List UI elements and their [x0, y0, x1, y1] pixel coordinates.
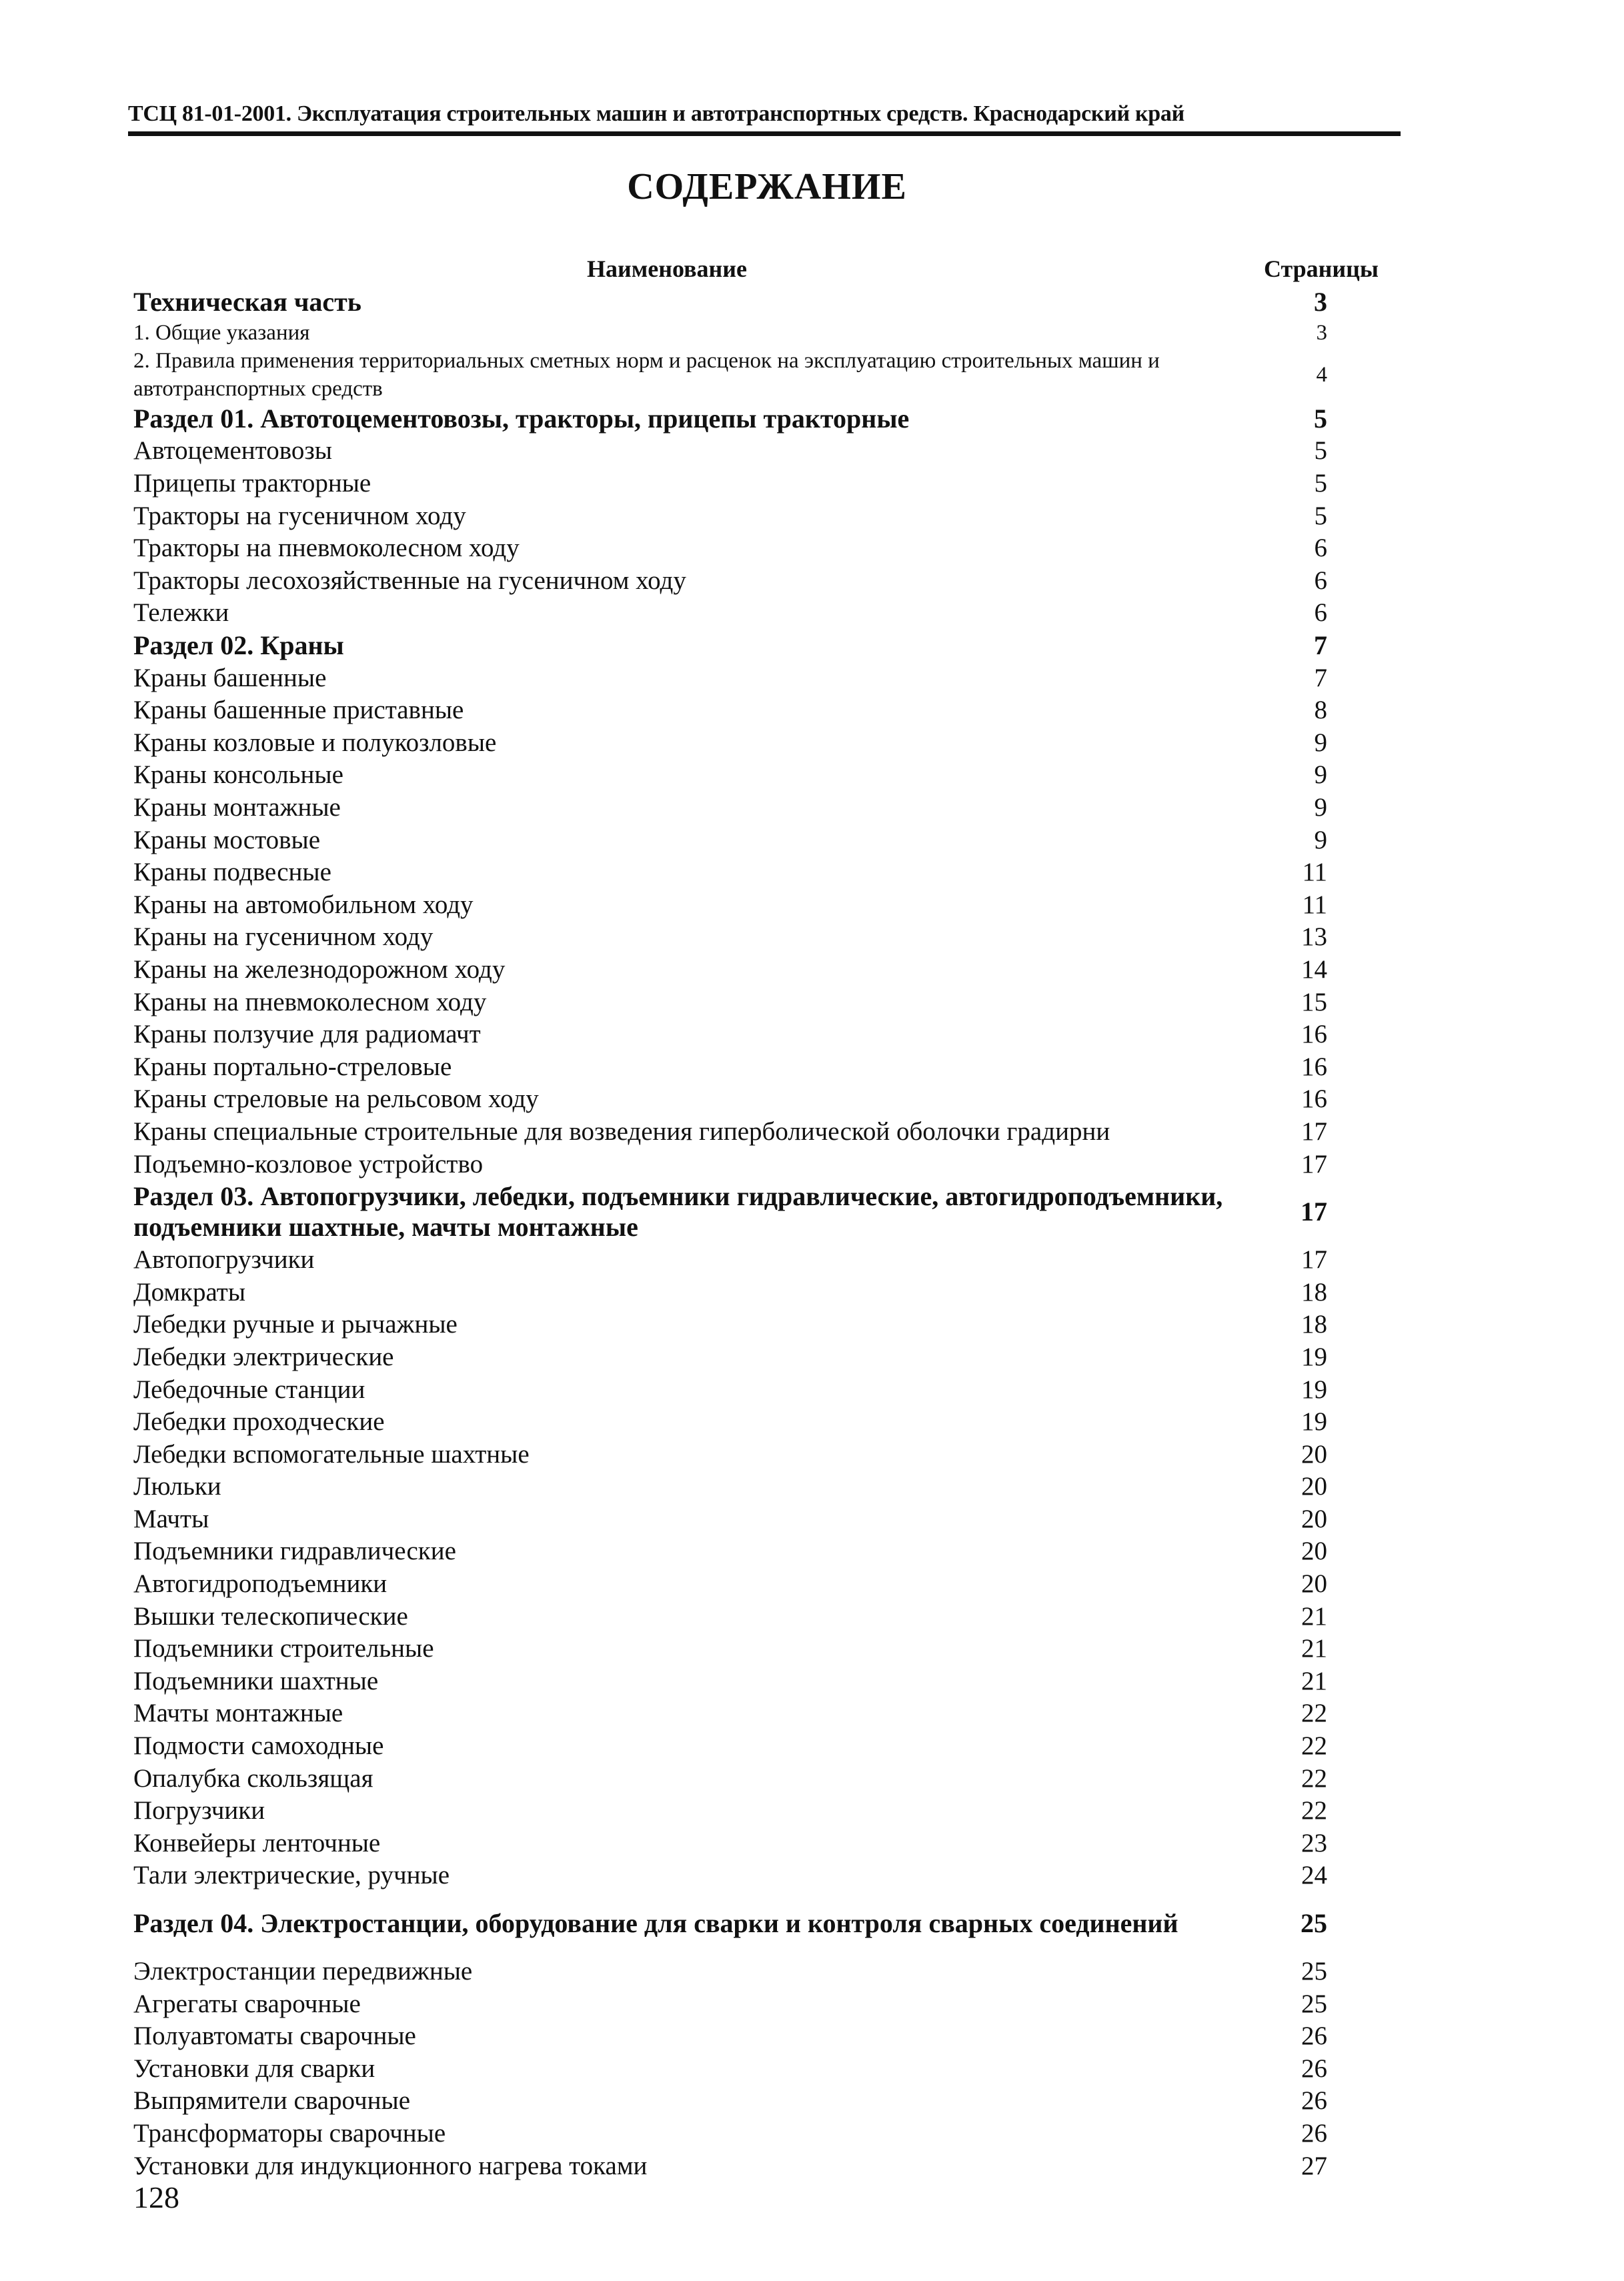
toc-entry[interactable] — [133, 1438, 1327, 1471]
toc-entry-title: Тракторы на гусеничном ходу — [133, 501, 466, 530]
toc-entry-page: 5 — [1314, 436, 1327, 466]
toc-entry-page: 4 — [1316, 362, 1327, 387]
toc-entry-section[interactable] — [133, 403, 1327, 436]
toc-entry-title: Техническая часть — [133, 287, 361, 317]
toc-entry[interactable] — [133, 1762, 1327, 1795]
toc-entry-page: 25 — [1301, 1908, 1327, 1939]
toc-entry-title: Лебедки проходческие — [133, 1407, 385, 1437]
toc-entry[interactable] — [133, 1050, 1327, 1083]
toc-entry[interactable] — [133, 435, 1327, 468]
toc-entry[interactable] — [133, 792, 1327, 824]
toc-entry-page: 21 — [1301, 1601, 1327, 1631]
toc-entry-page: 6 — [1314, 566, 1327, 595]
toc-entry-title: Опалубка скользящая — [133, 1763, 373, 1793]
toc-entry[interactable] — [133, 1018, 1327, 1051]
toc-entry[interactable] — [133, 856, 1327, 889]
toc-entry-title: Лебедки ручные и рычажные — [133, 1310, 458, 1339]
toc-entry-title: Подъемно-козловое устройство — [133, 1149, 484, 1179]
toc-entry[interactable] — [133, 1600, 1327, 1633]
toc-entry-title: Краны стреловые на рельсовом ходу — [133, 1084, 539, 1114]
toc-entry[interactable] — [133, 2020, 1327, 2053]
toc-entry[interactable] — [133, 694, 1327, 727]
toc-entry-page: 8 — [1314, 696, 1327, 725]
toc-entry[interactable] — [133, 1988, 1327, 2020]
toc-entry-title: Краны специальные строительные для возведения гиперболической оболочки градирни — [133, 1116, 1110, 1146]
toc-entry-title: Установки для индукционного нагрева токами — [133, 2151, 648, 2180]
toc-entry-page: 20 — [1301, 1472, 1327, 1501]
toc-entry-title: Краны ползучие для радиомачт — [133, 1020, 481, 1049]
toc-entry-page: 6 — [1314, 598, 1327, 628]
toc-entry-title: Домкраты — [133, 1277, 246, 1307]
toc-entry-page: 20 — [1301, 1569, 1327, 1599]
toc-entry-title: Раздел 01. Автотоцементовозы, тракторы, прицепы тракторные — [133, 403, 910, 434]
toc-entry-page: 3 — [1316, 320, 1327, 345]
toc-entry[interactable] — [133, 1633, 1327, 1665]
toc-entry-title: Краны на пневмоколесном ходу — [133, 987, 487, 1016]
toc-entry-page: 25 — [1301, 1989, 1327, 2018]
toc-entry-page: 27 — [1301, 2151, 1327, 2180]
toc-entry[interactable] — [133, 1859, 1327, 1892]
toc-entry-title: Мачты монтажные — [133, 1699, 343, 1728]
page-number: 128 — [133, 2180, 179, 2214]
toc-entry-title: Раздел 04. Электростанции, оборудование для сварки и контроля сварных соединений — [133, 1908, 1178, 1939]
toc-entry-page: 9 — [1314, 825, 1327, 854]
toc-entry-page: 20 — [1301, 1504, 1327, 1533]
toc-entry-page: 3 — [1314, 287, 1327, 317]
toc-entry-section[interactable] — [133, 1892, 1327, 1956]
toc-entry-title: Подъемники шахтные — [133, 1666, 379, 1695]
toc-entry-title: Автогидроподъемники — [133, 1569, 387, 1599]
toc-entry-page: 16 — [1301, 1052, 1327, 1081]
toc-entry-page: 5 — [1314, 403, 1327, 434]
toc-entry[interactable] — [133, 1309, 1327, 1341]
toc-entry-title: Агрегаты сварочные — [133, 1989, 361, 2018]
toc-entry-section[interactable] — [133, 630, 1327, 662]
toc-entry-page: 5 — [1314, 469, 1327, 498]
toc-entry-page: 9 — [1314, 728, 1327, 757]
toc-entry-title: Электростанции передвижные — [133, 1957, 473, 1986]
toc-entry[interactable] — [133, 759, 1327, 792]
toc-entry-title: Краны подвесные — [133, 858, 331, 887]
toc-entry-title: Краны башенные — [133, 663, 327, 692]
toc-entry[interactable] — [133, 1795, 1327, 1827]
toc-entry[interactable] — [133, 1471, 1327, 1503]
toc-entry-page: 19 — [1301, 1407, 1327, 1437]
toc-entry-page: 26 — [1301, 2022, 1327, 2051]
toc-entry-page: 17 — [1301, 1149, 1327, 1179]
toc-entry-title: Лебедочные станции — [133, 1375, 365, 1404]
toc-entry-page: 21 — [1301, 1666, 1327, 1695]
toc-entry[interactable] — [133, 1083, 1327, 1116]
toc-entry-title: Раздел 02. Краны — [133, 630, 344, 661]
toc-entry-title: Краны козловые и полукозловые — [133, 728, 497, 757]
toc-entry[interactable] — [133, 597, 1327, 630]
toc-entry-page: 24 — [1301, 1861, 1327, 1890]
toc-entry[interactable] — [133, 1956, 1327, 1988]
toc-entry[interactable] — [133, 1373, 1327, 1406]
toc-entry-title: Подмости самоходные — [133, 1731, 384, 1761]
toc-entry-page: 26 — [1301, 2118, 1327, 2148]
toc-entry-page: 22 — [1301, 1731, 1327, 1761]
toc-entry[interactable] — [133, 1568, 1327, 1601]
running-header: ТСЦ 81-01-2001. Эксплуатация строительных машин и автотранспортных средств. Краснодарский край — [128, 101, 1184, 126]
toc-entry-page: 25 — [1301, 1957, 1327, 1986]
toc-entry-title: Подъемники строительные — [133, 1634, 434, 1663]
toc-entry-page: 13 — [1301, 922, 1327, 952]
toc-entry[interactable] — [133, 2150, 1327, 2182]
toc-entry[interactable] — [133, 1697, 1327, 1730]
toc-entry-title: Краны на железнодорожном ходу — [133, 954, 506, 984]
toc-entry[interactable] — [133, 532, 1327, 565]
toc-entry[interactable] — [133, 468, 1327, 500]
toc-entry-page: 16 — [1301, 1084, 1327, 1114]
toc-entry-page: 5 — [1314, 501, 1327, 530]
toc-entry-title: Вышки телескопические — [133, 1601, 408, 1631]
toc-entry[interactable] — [133, 2053, 1327, 2086]
toc-entry-page: 11 — [1302, 890, 1327, 919]
toc-entry[interactable] — [133, 1665, 1327, 1698]
toc-entry-section[interactable] — [133, 286, 1327, 319]
page-title: СОДЕРЖАНИЕ — [627, 166, 907, 207]
table-of-contents — [133, 286, 1327, 2182]
toc-entry-page: 22 — [1301, 1699, 1327, 1728]
toc-entry-page: 18 — [1301, 1277, 1327, 1307]
toc-entry-page: 6 — [1314, 534, 1327, 563]
toc-entry[interactable] — [133, 727, 1327, 760]
toc-entry-page: 7 — [1314, 663, 1327, 692]
toc-entry-title: Люльки — [133, 1472, 221, 1501]
toc-entry[interactable] — [133, 921, 1327, 954]
toc-entry[interactable] — [133, 2085, 1327, 2118]
toc-entry-title: Краны на гусеничном ходу — [133, 922, 434, 952]
toc-entry-page: 14 — [1301, 954, 1327, 984]
toc-entry-title: Лебедки вспомогательные шахтные — [133, 1439, 530, 1469]
toc-entry[interactable] — [133, 1276, 1327, 1309]
toc-entry-page: 15 — [1301, 987, 1327, 1016]
toc-entry-title: Тракторы на пневмоколесном ходу — [133, 534, 520, 563]
toc-entry[interactable] — [133, 1406, 1327, 1439]
toc-entry[interactable] — [133, 889, 1327, 922]
toc-entry-title: Выпрямители сварочные — [133, 2086, 411, 2116]
toc-entry[interactable] — [133, 1535, 1327, 1568]
toc-entry-title: 1. Общие указания — [133, 320, 310, 345]
toc-entry-page: 23 — [1301, 1828, 1327, 1857]
column-header-name: Наименование — [587, 255, 747, 282]
toc-entry-page: 9 — [1314, 793, 1327, 822]
toc-entry-page: 18 — [1301, 1310, 1327, 1339]
toc-entry-title: Прицепы тракторные — [133, 469, 371, 498]
toc-entry-page: 19 — [1301, 1375, 1327, 1404]
toc-entry-page: 9 — [1314, 760, 1327, 790]
toc-entry[interactable] — [133, 1503, 1327, 1536]
toc-entry-title: Раздел 03. Автопогрузчики, лебедки, подъемники гидравлические, автогидроподъемники, подъемники шахтные, мачты монтажные — [133, 1181, 1223, 1243]
toc-entry-page: 17 — [1301, 1197, 1327, 1227]
column-header-page: Страницы — [1264, 255, 1379, 282]
toc-entry-page: 19 — [1301, 1342, 1327, 1371]
toc-entry[interactable] — [133, 954, 1327, 986]
toc-entry[interactable] — [133, 824, 1327, 856]
toc-entry[interactable] — [133, 1244, 1327, 1277]
toc-entry[interactable] — [133, 347, 1327, 403]
toc-entry-title: Автоцементовозы — [133, 436, 332, 466]
toc-entry[interactable] — [133, 1341, 1327, 1374]
toc-entry[interactable] — [133, 1827, 1327, 1860]
toc-entry-page: 7 — [1314, 630, 1327, 661]
toc-entry[interactable] — [133, 662, 1327, 694]
header-rule — [128, 131, 1401, 136]
toc-entry-page: 20 — [1301, 1439, 1327, 1469]
toc-entry[interactable] — [133, 565, 1327, 598]
toc-entry-page: 26 — [1301, 2086, 1327, 2116]
toc-entry-title: 2. Правила применения территориальных сметных норм и расценок на эксплуатацию строительных машин и автотранспортных средств — [133, 348, 1160, 401]
toc-entry-title: Лебедки электрические — [133, 1342, 394, 1371]
toc-entry-page: 17 — [1301, 1245, 1327, 1275]
toc-entry-title: Краны мостовые — [133, 825, 321, 854]
toc-entry-title: Конвейеры ленточные — [133, 1828, 381, 1857]
toc-entry-page: 22 — [1301, 1763, 1327, 1793]
toc-entry[interactable] — [133, 1116, 1327, 1149]
toc-entry-title: Подъемники гидравлические — [133, 1537, 456, 1566]
toc-entry-title: Тракторы лесохозяйственные на гусеничном ходу — [133, 566, 686, 595]
toc-entry-title: Тали электрические, ручные — [133, 1861, 450, 1890]
toc-entry-page: 22 — [1301, 1796, 1327, 1825]
toc-entry-page: 17 — [1301, 1116, 1327, 1146]
toc-entry-title: Полуавтоматы сварочные — [133, 2022, 416, 2051]
toc-entry-title: Погрузчики — [133, 1796, 265, 1825]
toc-entry-title: Краны консольные — [133, 760, 343, 790]
toc-entry[interactable] — [133, 986, 1327, 1018]
toc-entry-page: 20 — [1301, 1537, 1327, 1566]
toc-entry-title: Мачты — [133, 1504, 209, 1533]
toc-entry-title: Краны портально-стреловые — [133, 1052, 452, 1081]
toc-entry[interactable] — [133, 1148, 1327, 1181]
toc-entry-title: Краны башенные приставные — [133, 696, 464, 725]
toc-entry-title: Тележки — [133, 598, 229, 628]
toc-entry-page: 16 — [1301, 1020, 1327, 1049]
toc-entry-title: Краны на автомобильном ходу — [133, 890, 474, 919]
toc-entry-title: Трансформаторы сварочные — [133, 2118, 446, 2148]
toc-entry-page: 26 — [1301, 2054, 1327, 2083]
toc-entry-title: Краны монтажные — [133, 793, 341, 822]
toc-entry[interactable] — [133, 319, 1327, 347]
toc-entry[interactable] — [133, 2118, 1327, 2150]
toc-entry-page: 11 — [1302, 858, 1327, 887]
toc-entry[interactable] — [133, 500, 1327, 532]
toc-entry-title: Автопогрузчики — [133, 1245, 315, 1275]
toc-entry-title: Установки для сварки — [133, 2054, 375, 2083]
toc-entry-section[interactable] — [133, 1181, 1327, 1244]
toc-entry-page: 21 — [1301, 1634, 1327, 1663]
toc-entry[interactable] — [133, 1730, 1327, 1763]
